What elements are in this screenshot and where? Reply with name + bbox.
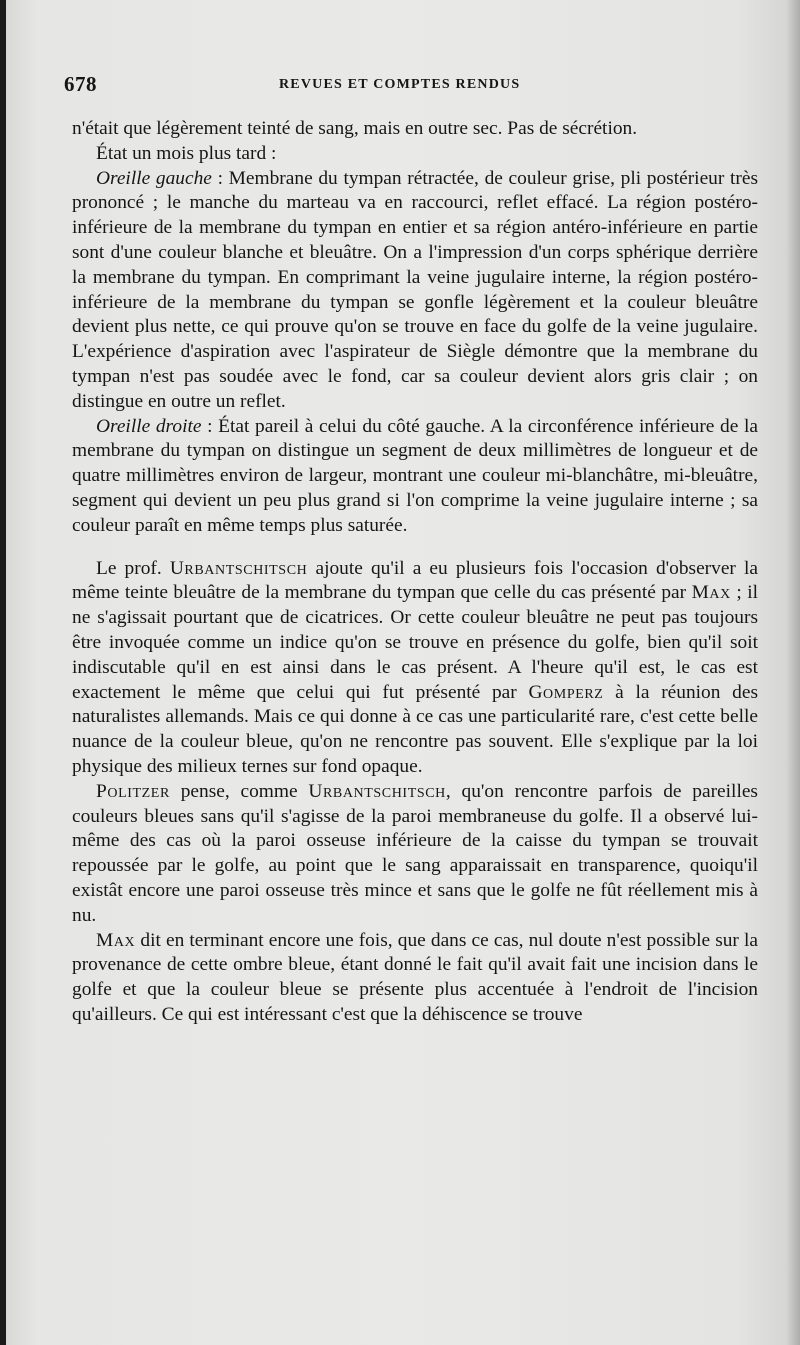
author-name: Urbantschitsch (308, 780, 446, 802)
author-name: Urbantschitsch (169, 557, 308, 579)
paragraph-text: État un mois plus tard : (96, 142, 277, 164)
body-text (72, 117, 758, 1028)
paragraph-politzer (72, 780, 758, 929)
running-head: REVUES ET COMPTES RENDUS (279, 77, 521, 92)
page-header (64, 72, 764, 102)
paragraph-text: : Membrane du tympan rétractée, de couleur grise, pli postérieur très prononcé ; le manche du marteau va en raccourci, reflet effacé. La région postéro-inférieure de la membrane du tympan en entier et sa région antéro-inférieure en partie sont d'une couleur blanche et bleuâtre. On a l'impression d'un corps sphérique derrière la membrane du tympan. En comprimant la veine jugulaire interne, la région postéro-inférieure de la membrane du tympan se gonfle légèrement et la couleur bleuâtre devient plus nette, ce qui prouve qu'on se trouve en face du golfe de la veine jugulaire. L'expérience d'aspiration avec l'aspirateur de Siègle démontre que la membrane du tympan n'est pas soudée avec le fond, car sa couleur devient alors gris clair ; on distingue en outre un reflet. (72, 167, 759, 412)
paragraph-text: pense, comme (169, 780, 309, 802)
author-name: Max (96, 929, 136, 951)
page-number: 678 (64, 72, 97, 96)
page-edge-shadow (786, 0, 800, 1345)
left-ear-label: Oreille gauche (96, 167, 212, 189)
paragraph-urbantschitsch (72, 557, 758, 780)
paragraph-left-ear (72, 167, 758, 415)
author-name: Gomperz (528, 681, 604, 703)
author-name: Politzer (96, 780, 170, 802)
paragraph-text: Le prof. (96, 557, 170, 579)
author-name: Max (691, 582, 731, 604)
paragraph-text: , qu'on rencontre parfois de pareilles couleurs bleues sans qu'il s'agisse de la paroi membraneuse du golfe. Il a observé lui-même des cas où la paroi osseuse inférieure de la caisse du tympan se trouvait repoussée par le golfe, au point que le sang apparaissait en transparence, quoiqu'il existât encore une paroi osseuse très mince et sans que le golfe ne fût réellement mis à nu. (72, 780, 758, 926)
right-ear-label: Oreille droite (96, 415, 202, 437)
paragraph-text: à la réunion des naturalistes allemands. Mais ce qui donne à ce cas une particularité rare, c'est cette belle nuance de la couleur bleue, qu'on ne rencontre pas souvent. Elle s'explique par la loi physique des milieux ternes sur fond opaque. (72, 681, 758, 777)
paragraph-text: n'était que légèrement teinté de sang, mais en outre sec. Pas de sécrétion. (72, 118, 638, 139)
paragraph-continuation (72, 117, 758, 142)
paragraph-text: ajoute qu'il a eu plusieurs fois l'occasion d'observer la même teinte bleuâtre de la membrane du tympan que celle du cas présenté par (72, 557, 758, 604)
paragraph-max (72, 929, 758, 1028)
paragraph-text: ; il ne s'agissait pourtant que de cicatrices. Or cette couleur bleuâtre ne peut pas toujours être invoquée comme un indice qu'on se trouve en présence du golfe, bien qu'il soit indiscutable qu'il en est ainsi dans le cas présent. A l'heure qu'il est, le cas est exactement le même que celui qui fut présenté par (72, 582, 758, 703)
paragraph-state-later (72, 142, 758, 167)
paragraph-text: : État pareil à celui du côté gauche. A la circonférence inférieure de la membrane du tympan on distingue un segment de deux millimètres de longueur et de quatre millimètres environ de largeur, montrant une couleur mi-blanchâtre, mi-bleuâtre, segment qui devient un peu plus grand si l'on comprime la veine jugulaire interne ; sa couleur paraît en même temps plus saturée. (72, 415, 758, 536)
paragraph-text: dit en terminant encore une fois, que dans ce cas, nul doute n'est possible sur la provenance de cette ombre bleue, étant donné le fait qu'il avait fait une incision dans le golfe et que la couleur bleue se présente plus accentuée à l'endroit de l'incision qu'ailleurs. Ce qui est intéressant c'est que la déhiscence se trouve (72, 929, 758, 1025)
paragraph-right-ear (72, 415, 758, 539)
book-page (6, 0, 800, 1345)
